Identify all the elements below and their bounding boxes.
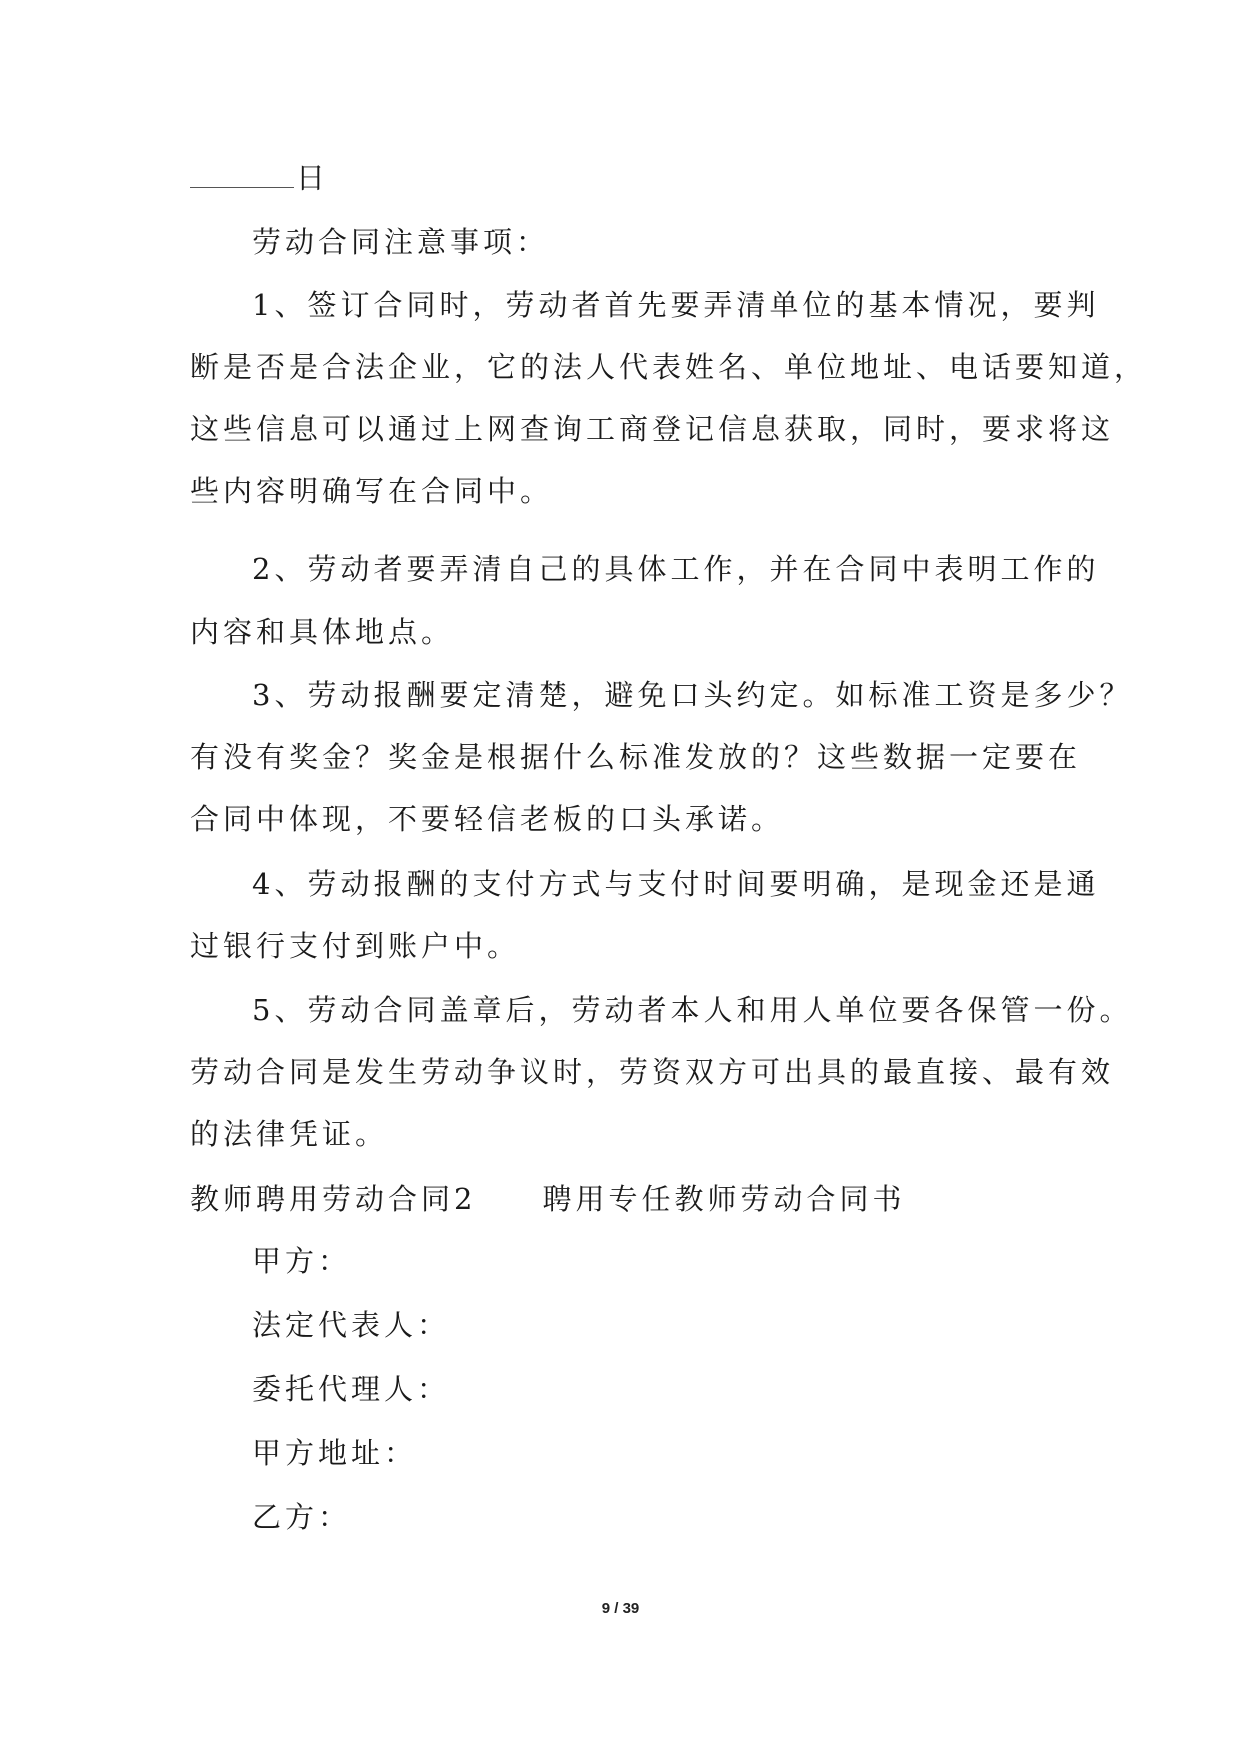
field-legal-rep: 法定代表人： [252, 1308, 451, 1342]
item4-line1: 4、劳动报酬的支付方式与支付时间要明确，是现金还是通 [252, 867, 1100, 901]
section-title: 教师聘用劳动合同2 聘用专任教师劳动合同书 [190, 1182, 906, 1216]
item2-line2: 内容和具体地点。 [190, 615, 455, 649]
item1-line2: 断是否是合法企业，它的法人代表姓名、单位地址、电话要知道， [190, 350, 1148, 384]
date-blank [190, 165, 294, 188]
item2-line1: 2、劳动者要弄清自己的具体工作，并在合同中表明工作的 [252, 552, 1100, 586]
date-day-label: 日 [296, 161, 330, 195]
item3-line2: 有没有奖金？奖金是根据什么标准发放的？这些数据一定要在 [190, 740, 1082, 774]
item5-line2: 劳动合同是发生劳动争议时，劳资双方可出具的最直接、最有效 [190, 1055, 1115, 1089]
item1-line4: 些内容明确写在合同中。 [190, 474, 554, 508]
item5-line1: 5、劳动合同盖章后，劳动者本人和用人单位要各保管一份。 [252, 993, 1133, 1027]
item1-line3: 这些信息可以通过上网查询工商登记信息获取，同时，要求将这 [190, 412, 1115, 446]
field-party-a: 甲方： [252, 1244, 352, 1278]
item4-line2: 过银行支付到账户中。 [190, 929, 521, 963]
notes-heading: 劳动合同注意事项： [252, 225, 550, 259]
field-party-b: 乙方： [252, 1500, 352, 1534]
item3-line1: 3、劳动报酬要定清楚，避免口头约定。如标准工资是多少？ [252, 678, 1133, 712]
item3-line3: 合同中体现，不要轻信老板的口头承诺。 [190, 802, 785, 836]
field-agent: 委托代理人： [252, 1372, 451, 1406]
page-number: 9 / 39 [601, 1600, 640, 1617]
item5-line3: 的法律凭证。 [190, 1117, 389, 1151]
field-party-a-address: 甲方地址： [252, 1436, 418, 1470]
item1-line1: 1、签订合同时，劳动者首先要弄清单位的基本情况，要判 [252, 288, 1100, 322]
date-line [190, 158, 329, 198]
